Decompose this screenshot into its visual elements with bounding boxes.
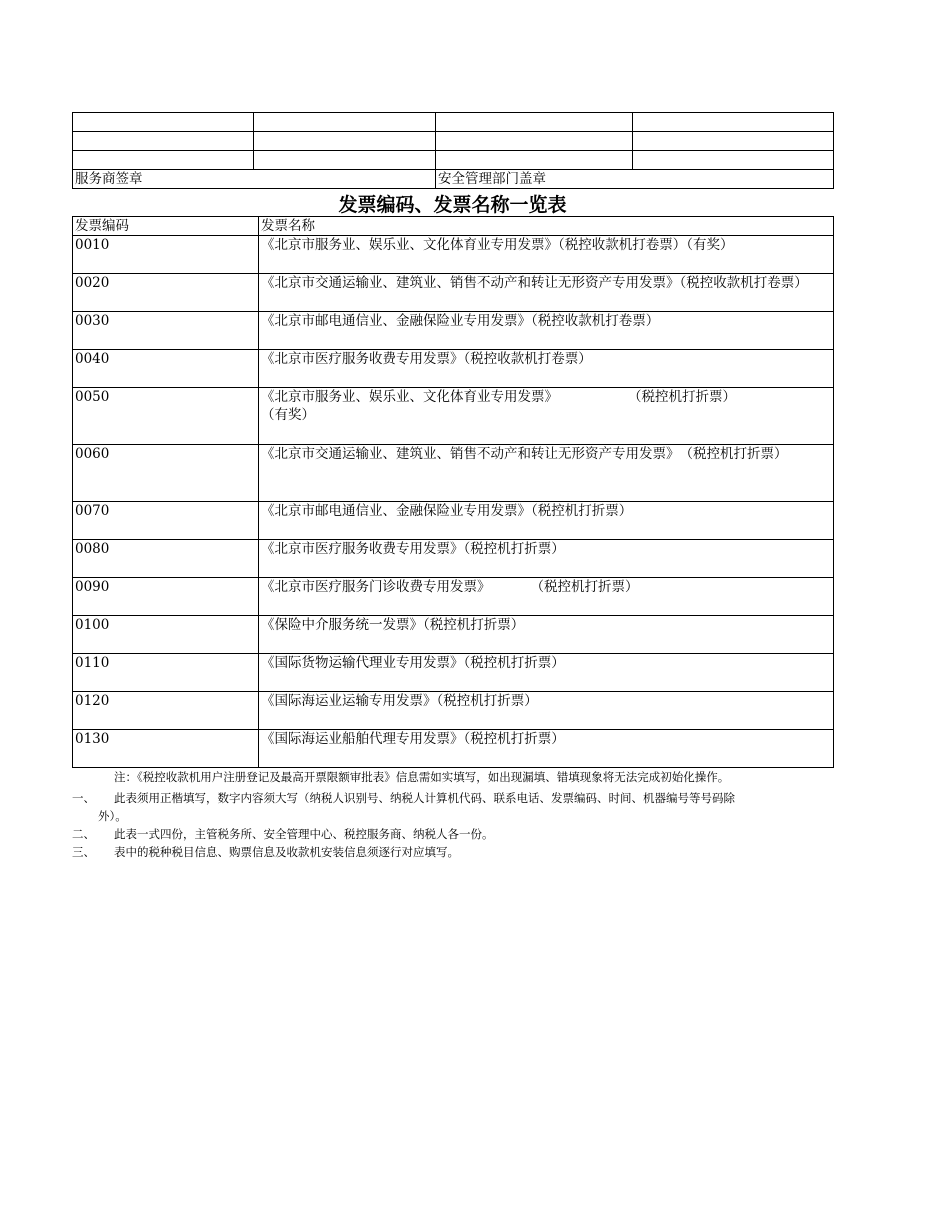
table-row bbox=[73, 274, 834, 312]
blank-cell bbox=[73, 132, 254, 151]
blank-cell bbox=[436, 113, 633, 132]
header-invoice-code: 发票编码 bbox=[73, 217, 259, 236]
note-item-2 bbox=[72, 825, 872, 843]
header-invoice-name: 发票名称 bbox=[259, 217, 834, 236]
table-row bbox=[73, 616, 834, 654]
invoice-code-cell: 0130 bbox=[73, 730, 259, 768]
blank-row bbox=[73, 151, 834, 170]
invoice-code-table bbox=[72, 216, 834, 768]
blank-row bbox=[73, 132, 834, 151]
table-row bbox=[73, 445, 834, 502]
blank-cell bbox=[254, 113, 436, 132]
invoice-name-cell: 《北京市邮电通信业、金融保险业专用发票》（税控收款机打卷票） bbox=[259, 312, 834, 350]
invoice-code-cell: 0030 bbox=[73, 312, 259, 350]
table-row bbox=[73, 350, 834, 388]
invoice-name-cell bbox=[259, 578, 834, 616]
invoice-code-cell: 0100 bbox=[73, 616, 259, 654]
blank-cell bbox=[436, 132, 633, 151]
blank-cell bbox=[633, 132, 834, 151]
blank-cell bbox=[254, 151, 436, 170]
note-number: 三、 bbox=[72, 845, 95, 859]
invoice-code-cell: 0020 bbox=[73, 274, 259, 312]
note-text: 此表须用正楷填写，数字内容须大写（纳税人识别号、纳税人计算机代码、联系电话、发票编码、时间、机器编号等号码除 bbox=[114, 791, 735, 805]
note-item-3 bbox=[72, 843, 872, 861]
blank-cell bbox=[73, 151, 254, 170]
table-row bbox=[73, 730, 834, 768]
security-dept-seal-cell: 安全管理部门盖章 bbox=[436, 170, 834, 189]
service-provider-seal-cell: 服务商签章 bbox=[73, 170, 436, 189]
note-text: 表中的税种税目信息、购票信息及收款机安装信息须逐行对应填写。 bbox=[114, 845, 459, 859]
invoice-name-cell: 《北京市医疗服务收费专用发票》（税控机打折票） bbox=[259, 540, 834, 578]
invoice-name-cell: 《北京市邮电通信业、金融保险业专用发票》（税控机打折票） bbox=[259, 502, 834, 540]
table-row bbox=[73, 692, 834, 730]
invoice-name-cell: 《国际海运业船舶代理专用发票》（税控机打折票） bbox=[259, 730, 834, 768]
blank-cell bbox=[73, 113, 254, 132]
invoice-code-cell: 0010 bbox=[73, 236, 259, 274]
note-text-continued: 外）。 bbox=[98, 809, 127, 823]
blank-row bbox=[73, 113, 834, 132]
table-header-row bbox=[73, 217, 834, 236]
blank-cell bbox=[254, 132, 436, 151]
table-row bbox=[73, 236, 834, 274]
invoice-name-cell: 《保险中介服务统一发票》（税控机打折票） bbox=[259, 616, 834, 654]
invoice-code-cell: 0070 bbox=[73, 502, 259, 540]
note-text: 此表一式四份，主管税务所、安全管理中心、税控服务商、纳税人各一份。 bbox=[114, 827, 494, 841]
invoice-name-part: （税控机打折票） bbox=[530, 579, 639, 595]
invoice-name-cell: 《北京市交通运输业、建筑业、销售不动产和转让无形资产专用发票》（税控收款机打卷票） bbox=[259, 274, 834, 312]
table-row bbox=[73, 578, 834, 616]
invoice-name-part: （税控机打折票） bbox=[628, 389, 736, 405]
invoice-code-cell: 0090 bbox=[73, 578, 259, 616]
signature-table bbox=[72, 112, 834, 189]
invoice-code-cell: 0080 bbox=[73, 540, 259, 578]
note-number: 一、 bbox=[72, 791, 95, 805]
invoice-code-cell: 0120 bbox=[73, 692, 259, 730]
invoice-name-cell: 《北京市医疗服务收费专用发票》（税控收款机打卷票） bbox=[259, 350, 834, 388]
invoice-name-cell: 《国际海运业运输专用发票》（税控机打折票） bbox=[259, 692, 834, 730]
table-row bbox=[73, 312, 834, 350]
table-row bbox=[73, 502, 834, 540]
invoice-name-cell: 《北京市服务业、娱乐业、文化体育业专用发票》（税控收款机打卷票）（有奖） bbox=[259, 236, 834, 274]
note-number: 二、 bbox=[72, 827, 95, 841]
invoice-name-cell: 《国际货物运输代理业专用发票》（税控机打折票） bbox=[259, 654, 834, 692]
table-row bbox=[73, 540, 834, 578]
notes-intro: 注：《税控收款机用户注册登记及最高开票限额审批表》信息需如实填写，如出现漏填、错填现象将无法完成初始化操作。 bbox=[114, 770, 730, 784]
invoice-name-cell bbox=[259, 388, 834, 445]
invoice-code-cell: 0110 bbox=[73, 654, 259, 692]
blank-cell bbox=[633, 113, 834, 132]
note-item-1 bbox=[72, 789, 872, 825]
invoice-name-part: （有奖） bbox=[261, 407, 315, 423]
signature-row bbox=[73, 170, 834, 189]
blank-cell bbox=[436, 151, 633, 170]
invoice-name-part: 《北京市医疗服务门诊收费专用发票》 bbox=[261, 579, 491, 595]
page-title: 发票编码、发票名称一览表 bbox=[338, 194, 567, 216]
invoice-code-cell: 0040 bbox=[73, 350, 259, 388]
invoice-name-cell: 《北京市交通运输业、建筑业、销售不动产和转让无形资产专用发票》 （税控机打折票） bbox=[259, 445, 834, 502]
table-row bbox=[73, 388, 834, 445]
blank-cell bbox=[633, 151, 834, 170]
invoice-code-cell: 0060 bbox=[73, 445, 259, 502]
invoice-code-cell: 0050 bbox=[73, 388, 259, 445]
table-row bbox=[73, 654, 834, 692]
invoice-name-part: 《北京市服务业、娱乐业、文化体育业专用发票》 bbox=[261, 389, 558, 405]
